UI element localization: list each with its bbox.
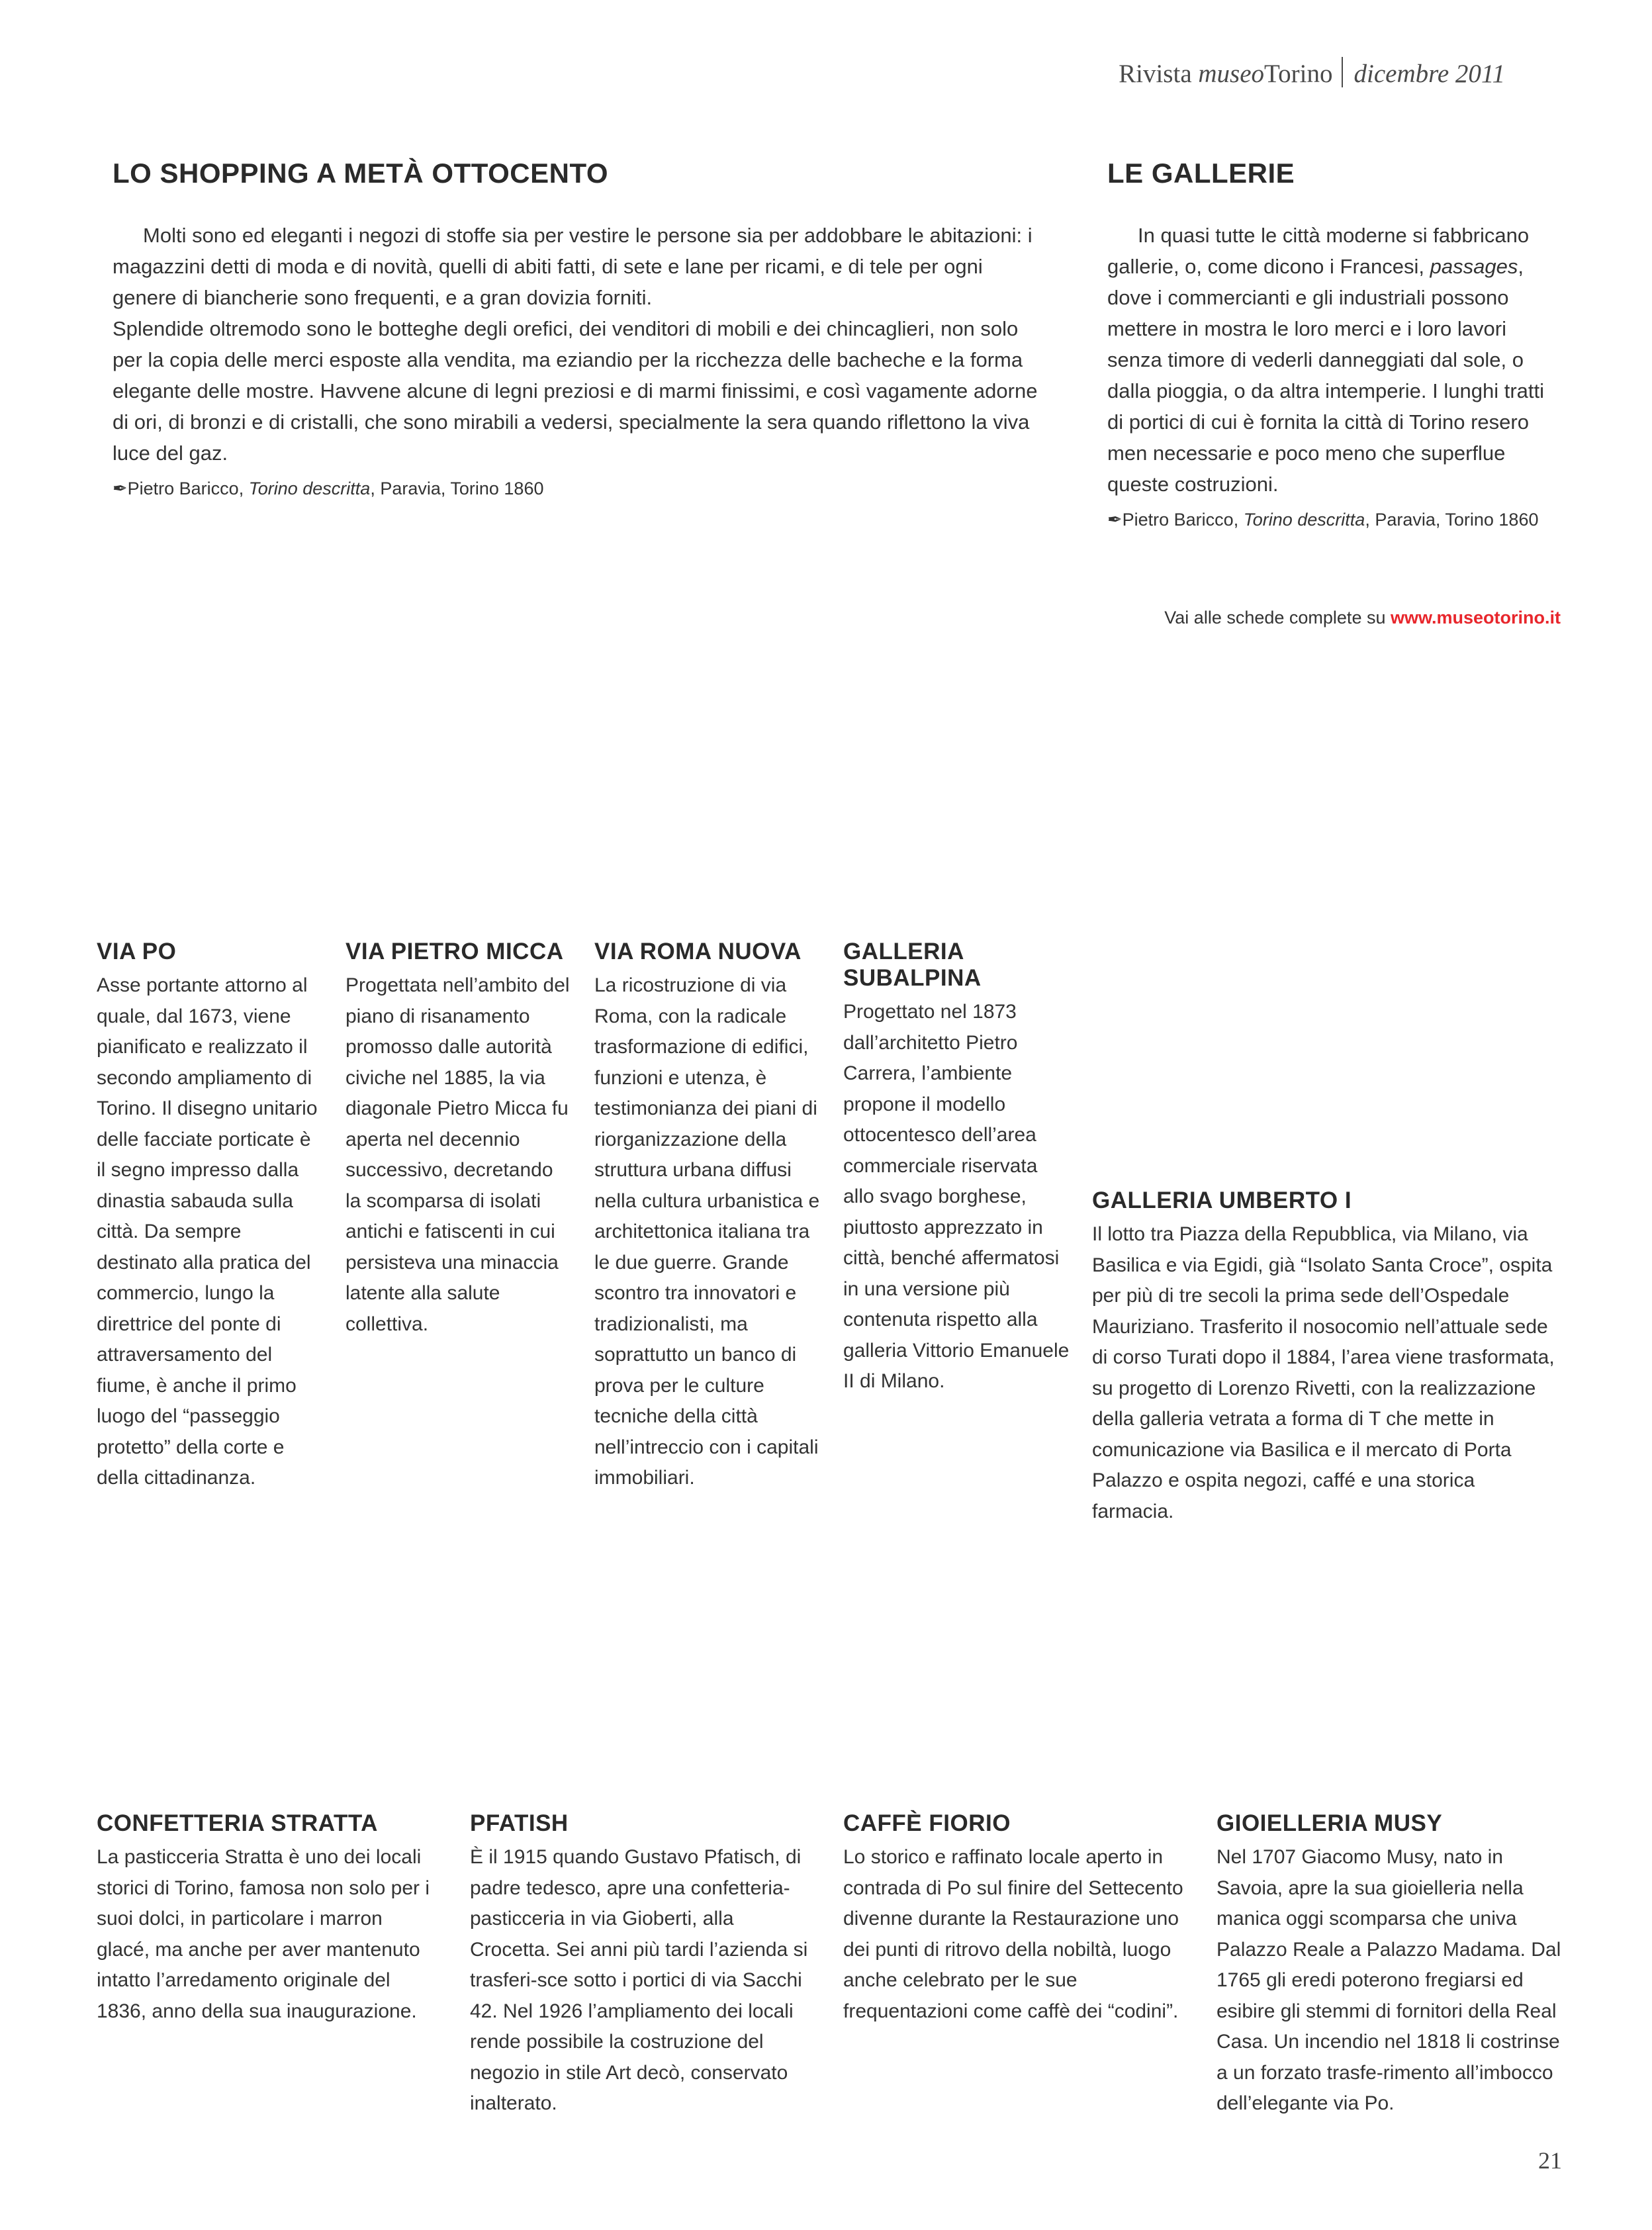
source-title: Torino descritta	[248, 479, 371, 498]
gallerie-section	[1107, 158, 1564, 533]
card-via-pietro-micca	[345, 939, 574, 1340]
card-text: Il lotto tra Piazza della Repubblica, via Milano, via Basilica e via Egidi, già “Isolato Santa Croce”, ospita per più di tre secoli la prima sede dell’Ospedale Mauriziano. Trasferito il nosocomio nell’attuale sede di corso Turati dopo il 1884, l’area viene trasformata, su progetto di Lorenzo Rivetti, con la realizzazione della galleria vetrata a forma di T che mette in comunicazione via Basilica e il mercato di Porta Palazzo e ospita negozi, caffé e una storica farmacia.	[1092, 1223, 1555, 1522]
shopping-source	[113, 475, 1039, 502]
masthead-date: dicembre 2011	[1354, 60, 1505, 88]
card-gioielleria-musy	[1216, 1810, 1563, 2119]
gallerie-text-2: , dove i commercianti e gli industriali possono mettere in mostra le loro merci e i loro lavori senza timore di vederli danneggiati dal sole, o dalla pioggia, o da altra intemperie. I lunghi tratti di portici di cui è fornita la città di Torino resero men necessarie e poco meno che superflue queste costruzioni.	[1107, 255, 1545, 496]
card-pfatish	[470, 1810, 814, 2119]
link-prefix: Vai alle schede complete su	[1164, 608, 1391, 627]
masthead	[1119, 57, 1505, 89]
gallerie-body	[1107, 220, 1564, 500]
shopping-body	[113, 220, 1039, 469]
masthead-rivista: Rivista	[1119, 60, 1192, 88]
card-galleria-subalpina	[843, 939, 1072, 1397]
card-title: GIOIELLERIA MUSY	[1216, 1810, 1443, 1836]
shopping-title: LO SHOPPING A METÀ OTTOCENTO	[113, 158, 609, 189]
card-caffe-fiorio	[843, 1810, 1187, 2027]
card-title: VIA PO	[97, 939, 177, 964]
shopping-paragraph-2: Splendide oltremodo sono le botteghe degli orefici, dei venditori di mobili e dei chincaglieri, non solo per la copia delle merci esposte alla vendita, ma eziandio per la ricchezza delle bacheche e la forma elegante delle mostre. Havvene alcune di legni preziosi e di marmi finissimi, e così vagamente adorne di ori, di bronzi e di cristalli, che sono mirabili a vedersi, specialmente la sera quando riflettono la viva luce del gaz.	[113, 317, 1038, 465]
card-title: CAFFÈ FIORIO	[843, 1810, 1011, 1836]
card-title: GALLERIA SUBALPINA	[843, 939, 982, 991]
card-via-po	[97, 939, 325, 1494]
source-title: Torino descritta	[1243, 510, 1365, 530]
card-via-roma-nuova	[594, 939, 823, 1494]
gallerie-text-1: In quasi tutte le città moderne si fabbricano gallerie, o, come dicono i Francesi,	[1107, 224, 1530, 278]
museotorino-link-line	[1164, 608, 1561, 628]
gallerie-source	[1107, 506, 1564, 533]
card-text: Progettata nell’ambito del piano di risanamento promosso dalle autorità civiche nel 1885, la via diagonale Pietro Micca fu aperta nel decennio successivo, decretando la scomparsa di isolati antichi e fatiscenti in cui persisteva una minaccia latente alla salute collettiva.	[345, 974, 570, 1335]
gallerie-text-passages: passages	[1430, 255, 1518, 278]
museotorino-link[interactable]: www.museotorino.it	[1390, 608, 1561, 627]
card-confetteria-stratta	[97, 1810, 441, 2027]
card-title: PFATISH	[470, 1810, 569, 1836]
masthead-museo: museo	[1198, 60, 1265, 88]
card-text: La ricostruzione di via Roma, con la radicale trasformazione di edifici, funzioni e utenza, è testimonianza dei piani di riorganizzazione della struttura urbana diffusi nella cultura urbanistica e architettonica italiana tra le due guerre. Grande scontro tra innovatori e tradizionalisti, ma soprattutto un banco di prova per le culture tecniche della città nell’intreccio con i capitali immobiliari.	[594, 974, 820, 1489]
masthead-torino: Torino	[1264, 60, 1333, 88]
card-text: La pasticceria Stratta è uno dei locali storici di Torino, famosa non solo per i suoi dolci, in particolare i marron glacé, ma anche per aver mantenuto intatto l’arredamento originale del 1836, anno della sua inaugurazione.	[97, 1846, 430, 2022]
source-author: ✒Pietro Baricco,	[1107, 510, 1244, 530]
gallerie-title: LE GALLERIE	[1107, 158, 1295, 189]
source-publisher: , Paravia, Torino 1860	[370, 479, 544, 498]
card-text: Asse portante attorno al quale, dal 1673, viene pianificato e realizzato il secondo ampliamento di Torino. Il disegno unitario delle facciate porticate è il segno impresso dalla dinastia sabauda sulla città. Da sempre destinato alla pratica del commercio, lungo la direttrice del ponte di attraversamento del fiume, è anche il primo luogo del “passeggio protetto” della corte e della cittadinanza.	[97, 974, 318, 1489]
card-galleria-umberto	[1092, 1187, 1558, 1527]
card-title: GALLERIA UMBERTO I	[1092, 1187, 1352, 1213]
page-number: 21	[1538, 2147, 1562, 2174]
card-text: È il 1915 quando Gustavo Pfatisch, di padre tedesco, apre una confetteria-pasticceria in via Gioberti, alla Crocetta. Sei anni più tardi l’azienda si trasferi-sce sotto i portici di via Sacchi 42. Nel 1926 l’ampliamento dei locali rende possibile la costruzione del negozio in stile Art decò, conservato inalterato.	[470, 1846, 808, 2114]
shopping-section	[113, 158, 1039, 502]
shopping-paragraph-1: Molti sono ed eleganti i negozi di stoffe sia per vestire le persone sia per addobbare le abitazioni: i magazzini detti di moda e di novità, quelli di abiti fatti, di sete e lane per ricami, e di tele per ogni genere di biancherie sono frequenti, e a gran dovizia forniti.	[113, 224, 1032, 309]
source-author: ✒Pietro Baricco,	[113, 479, 249, 498]
card-text: Lo storico e raffinato locale aperto in contrada di Po sul finire del Settecento divenne durante la Restaurazione uno dei punti di ritrovo della nobiltà, luogo anche celebrato per le sue frequentazioni come caffè dei “codini”.	[843, 1846, 1183, 2022]
card-title: CONFETTERIA STRATTA	[97, 1810, 378, 1836]
gallerie-paragraph	[1107, 220, 1564, 500]
card-text: Nel 1707 Giacomo Musy, nato in Savoia, apre la sua gioielleria nella manica oggi scomparsa che univa Palazzo Reale a Palazzo Madama. Dal 1765 gli eredi poterono fregiarsi ed esibire gli stemmi di fornitori della Real Casa. Un incendio nel 1818 li costrinse a un forzato trasfe-rimento all’imbocco dell’elegante via Po.	[1216, 1846, 1561, 2114]
card-text: Progettato nel 1873 dall’architetto Pietro Carrera, l’ambiente propone il modello ottocentesco dell’area commerciale riservata allo svago borghese, piuttosto apprezzato in città, benché affermatosi in una versione più contenuta rispetto alla galleria Vittorio Emanuele II di Milano.	[843, 1001, 1070, 1392]
masthead-separator	[1342, 57, 1343, 87]
source-publisher: , Paravia, Torino 1860	[1365, 510, 1539, 530]
card-title: VIA PIETRO MICCA	[345, 939, 564, 964]
card-title: VIA ROMA NUOVA	[594, 939, 802, 964]
